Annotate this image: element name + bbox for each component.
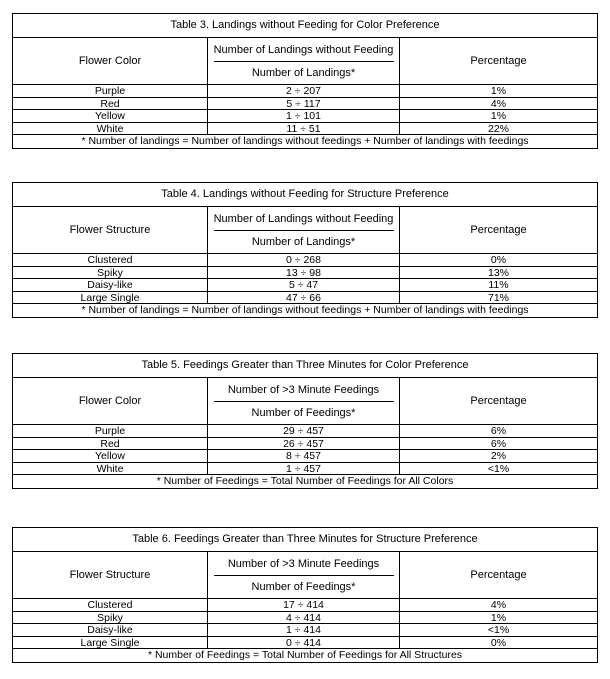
row-fraction: 2 ÷ 207: [208, 85, 400, 97]
row-label: Clustered: [13, 599, 208, 611]
row-label: Yellow: [13, 110, 208, 122]
row-percent: 6%: [490, 437, 507, 449]
table-footnote: * Number of Feedings = Total Number of Feedings for All Structures: [147, 649, 463, 661]
row-percent: 1%: [490, 611, 507, 623]
row-label: White: [13, 123, 208, 135]
table-row: [13, 85, 597, 98]
row-fraction: 13 ÷ 98: [208, 267, 400, 279]
column-header-fraction: [208, 378, 400, 424]
table-row: [13, 637, 597, 650]
column-header-percentage: Percentage: [470, 569, 527, 581]
row-label: Large Single: [13, 637, 208, 649]
row-percent: 71%: [487, 291, 509, 303]
column-header-flower-structure: Flower Structure: [13, 552, 208, 598]
row-label: Clustered: [13, 254, 208, 266]
table-6: [12, 527, 598, 663]
row-fraction: 1 ÷ 457: [208, 463, 400, 475]
column-header-flower-color: Flower Color: [13, 378, 208, 424]
fraction-denominator-header: Number of Landings*: [251, 66, 356, 79]
row-fraction: 1 ÷ 101: [208, 110, 400, 122]
fraction-numerator-header: Number of >3 Minute Feedings: [227, 383, 380, 396]
table-row: [13, 438, 597, 451]
row-fraction: 8 ÷ 457: [208, 450, 400, 462]
row-fraction: 0 ÷ 268: [208, 254, 400, 266]
table-row: [13, 425, 597, 438]
table-3: [12, 13, 598, 149]
row-label: White: [13, 463, 208, 475]
table-header: [13, 378, 597, 425]
table-title: Table 6. Feedings Greater than Three Minutes for Structure Preference: [13, 528, 597, 552]
table-title: Table 3. Landings without Feeding for Color Preference: [13, 14, 597, 38]
row-percent: 4%: [490, 97, 507, 109]
table-row: [13, 267, 597, 280]
table-footnote: * Number of landings = Number of landings without feedings + Number of landings with feedings: [81, 304, 529, 316]
column-header-fraction: [208, 552, 400, 598]
table-title: Table 4. Landings without Feeding for Structure Preference: [13, 183, 597, 207]
fraction-denominator-header: Number of Landings*: [251, 235, 356, 248]
table-title: Table 5. Feedings Greater than Three Minutes for Color Preference: [13, 354, 597, 378]
table-row: [13, 110, 597, 123]
row-fraction: 11 ÷ 51: [208, 123, 400, 135]
row-fraction: 4 ÷ 414: [208, 612, 400, 624]
row-label: Daisy-like: [13, 279, 208, 291]
row-percent: 0%: [490, 254, 507, 266]
row-fraction: 5 ÷ 117: [208, 98, 400, 110]
column-header-flower-color: Flower Color: [13, 38, 208, 84]
table-row: [13, 624, 597, 637]
column-header-fraction: [208, 38, 400, 84]
row-label: Purple: [13, 85, 208, 97]
row-label: Spiky: [13, 612, 208, 624]
fraction-numerator-header: Number of Landings without Feeding: [213, 43, 394, 56]
fraction-numerator-header: Number of >3 Minute Feedings: [227, 557, 380, 570]
row-label: Red: [13, 438, 208, 450]
row-percent: 0%: [490, 636, 507, 648]
table-footnote: * Number of Feedings = Total Number of Feedings for All Colors: [156, 475, 454, 487]
row-fraction: 0 ÷ 414: [208, 637, 400, 649]
row-percent: 1%: [490, 110, 507, 122]
row-label: Spiky: [13, 267, 208, 279]
row-label: Purple: [13, 425, 208, 437]
row-percent: 1%: [490, 85, 507, 97]
table-row: [13, 599, 597, 612]
row-percent: 2%: [490, 450, 507, 462]
table-footnote: * Number of landings = Number of landings without feedings + Number of landings with feedings: [81, 135, 529, 147]
table-row: [13, 98, 597, 111]
column-header-fraction: [208, 207, 400, 253]
row-percent: 22%: [487, 122, 509, 134]
row-fraction: 1 ÷ 414: [208, 624, 400, 636]
column-header-percentage: Percentage: [470, 224, 527, 236]
table-5: [12, 353, 598, 489]
table-row: [13, 123, 597, 136]
row-label: Daisy-like: [13, 624, 208, 636]
row-percent: 6%: [490, 425, 507, 437]
table-row: [13, 279, 597, 292]
row-percent: 4%: [490, 599, 507, 611]
row-percent: 11%: [488, 279, 509, 291]
table-row: [13, 450, 597, 463]
row-fraction: 26 ÷ 457: [208, 438, 400, 450]
column-header-percentage: Percentage: [470, 395, 527, 407]
row-label: Red: [13, 98, 208, 110]
row-fraction: 47 ÷ 66: [208, 292, 400, 304]
table-header: [13, 552, 597, 599]
row-percent: <1%: [487, 462, 510, 474]
row-fraction: 17 ÷ 414: [208, 599, 400, 611]
table-4: [12, 182, 598, 318]
table-row: [13, 612, 597, 625]
row-fraction: 29 ÷ 457: [208, 425, 400, 437]
row-fraction: 5 ÷ 47: [208, 279, 400, 291]
fraction-denominator-header: Number of Feedings*: [251, 580, 356, 593]
table-row: [13, 254, 597, 267]
row-label: Large Single: [13, 292, 208, 304]
row-label: Yellow: [13, 450, 208, 462]
row-percent: 13%: [487, 266, 509, 278]
row-percent: <1%: [487, 624, 510, 636]
table-header: [13, 38, 597, 85]
table-header: [13, 207, 597, 254]
fraction-numerator-header: Number of Landings without Feeding: [213, 212, 394, 225]
column-header-percentage: Percentage: [470, 55, 527, 67]
table-row: [13, 292, 597, 305]
column-header-flower-structure: Flower Structure: [13, 207, 208, 253]
fraction-denominator-header: Number of Feedings*: [251, 406, 356, 419]
table-row: [13, 463, 597, 476]
